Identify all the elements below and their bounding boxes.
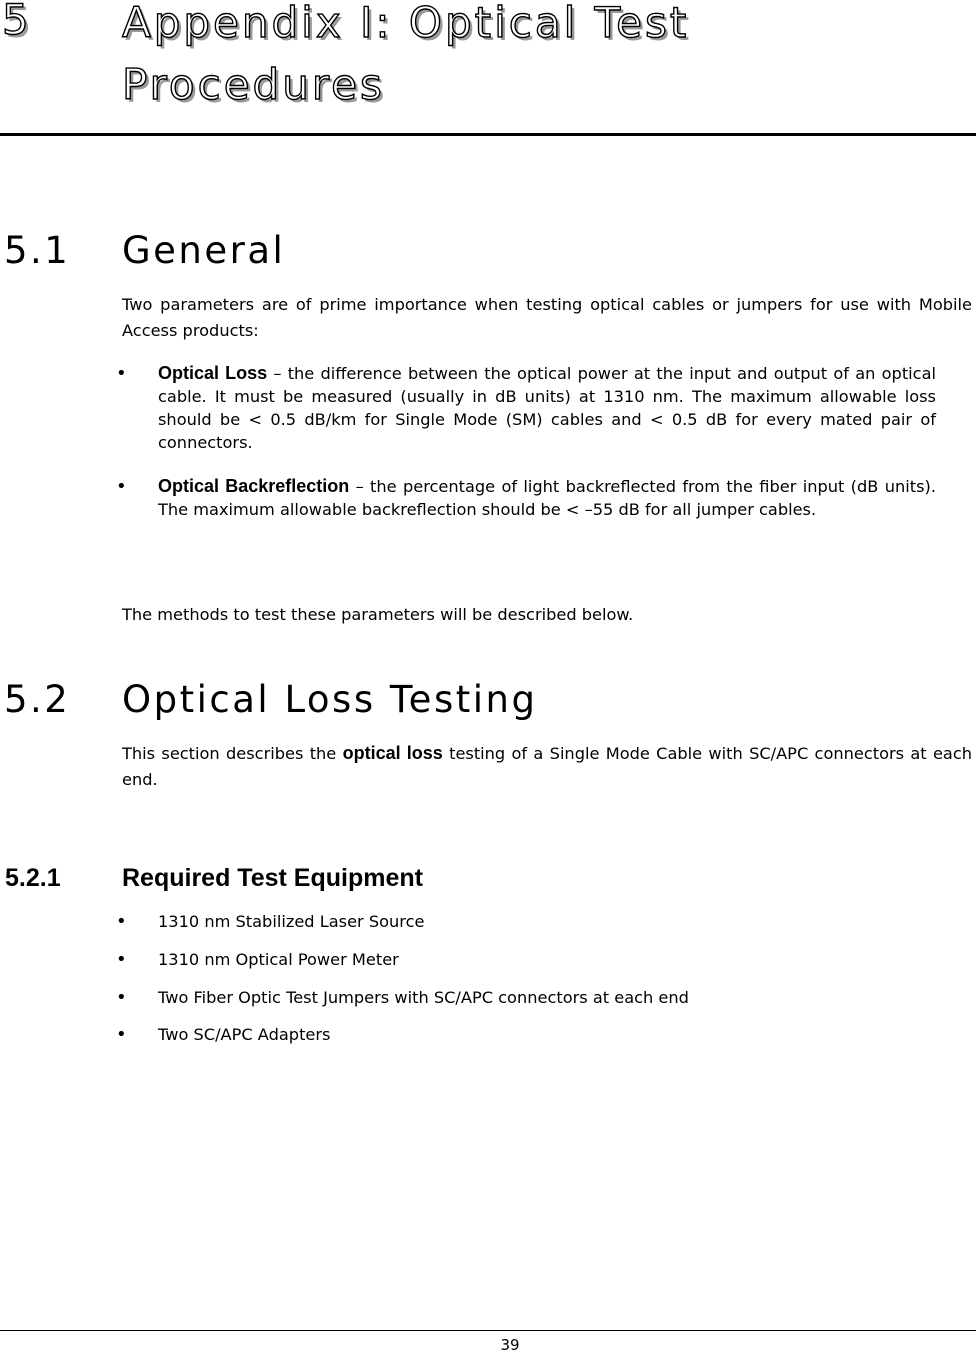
- section-number: 5.2: [4, 678, 71, 721]
- definition-optical-backreflection: – the percentage of light backreflected from the fiber input (dB units). The maximum allowable backreflection should be < –55 dB for all jumper cables.: [158, 477, 936, 519]
- equipment-item-text: 1310 nm Stabilized Laser Source: [158, 912, 425, 931]
- section-title: General: [122, 229, 286, 272]
- footer-divider: [0, 1330, 976, 1331]
- page-number: 39: [500, 1336, 520, 1354]
- bullet-marker: •: [116, 363, 127, 384]
- list-item-optical-backreflection: [116, 475, 936, 521]
- definition-optical-loss: – the difference between the optical power at the input and output of an optical cable. It must be measured (usually in dB units) at 1310 nm. The maximum allowable loss should be < 0.5 dB/km for Single Mode (SM) cables and < 0.5 dB for every mated pair of connectors.: [158, 364, 936, 452]
- chapter-heading: [0, 0, 976, 136]
- chapter-number: 5: [2, 0, 32, 44]
- bullet-marker: •: [116, 1024, 127, 1045]
- intro-text-before: This section describes the: [122, 744, 343, 763]
- bullet-marker: •: [116, 949, 127, 970]
- subsection-number: 5.2.1: [5, 864, 61, 892]
- bullet-marker: •: [116, 911, 127, 932]
- bullet-marker: •: [116, 987, 127, 1008]
- intro-text-after: testing of a Single Mode Cable with SC/APC connectors at each end.: [122, 744, 973, 789]
- subsection-title: Required Test Equipment: [122, 864, 423, 892]
- loss-testing-intro-paragraph: [122, 740, 972, 793]
- chapter-title: Appendix I: Optical Test Procedures: [122, 0, 690, 109]
- list-item-optical-loss: [116, 362, 936, 454]
- section-number: 5.1: [4, 229, 71, 272]
- general-intro-paragraph: Two parameters are of prime importance when testing optical cables or jumpers for use with Mobile Access products:: [122, 295, 972, 340]
- intro-text-bold: optical loss: [342, 743, 443, 763]
- term-optical-loss: Optical Loss: [158, 363, 268, 383]
- term-optical-backreflection: Optical Backreflection: [158, 476, 350, 496]
- general-closing-paragraph: The methods to test these parameters will be described below.: [122, 605, 634, 624]
- equipment-item-text: Two Fiber Optic Test Jumpers with SC/APC connectors at each end: [158, 988, 689, 1007]
- bullet-marker: •: [116, 476, 127, 497]
- equipment-item-text: 1310 nm Optical Power Meter: [158, 950, 399, 969]
- list-item: [116, 1023, 331, 1047]
- list-item: [116, 948, 399, 972]
- list-item: [116, 910, 425, 934]
- equipment-item-text: Two SC/APC Adapters: [158, 1025, 331, 1044]
- list-item: [116, 986, 689, 1010]
- section-title: Optical Loss Testing: [122, 678, 538, 721]
